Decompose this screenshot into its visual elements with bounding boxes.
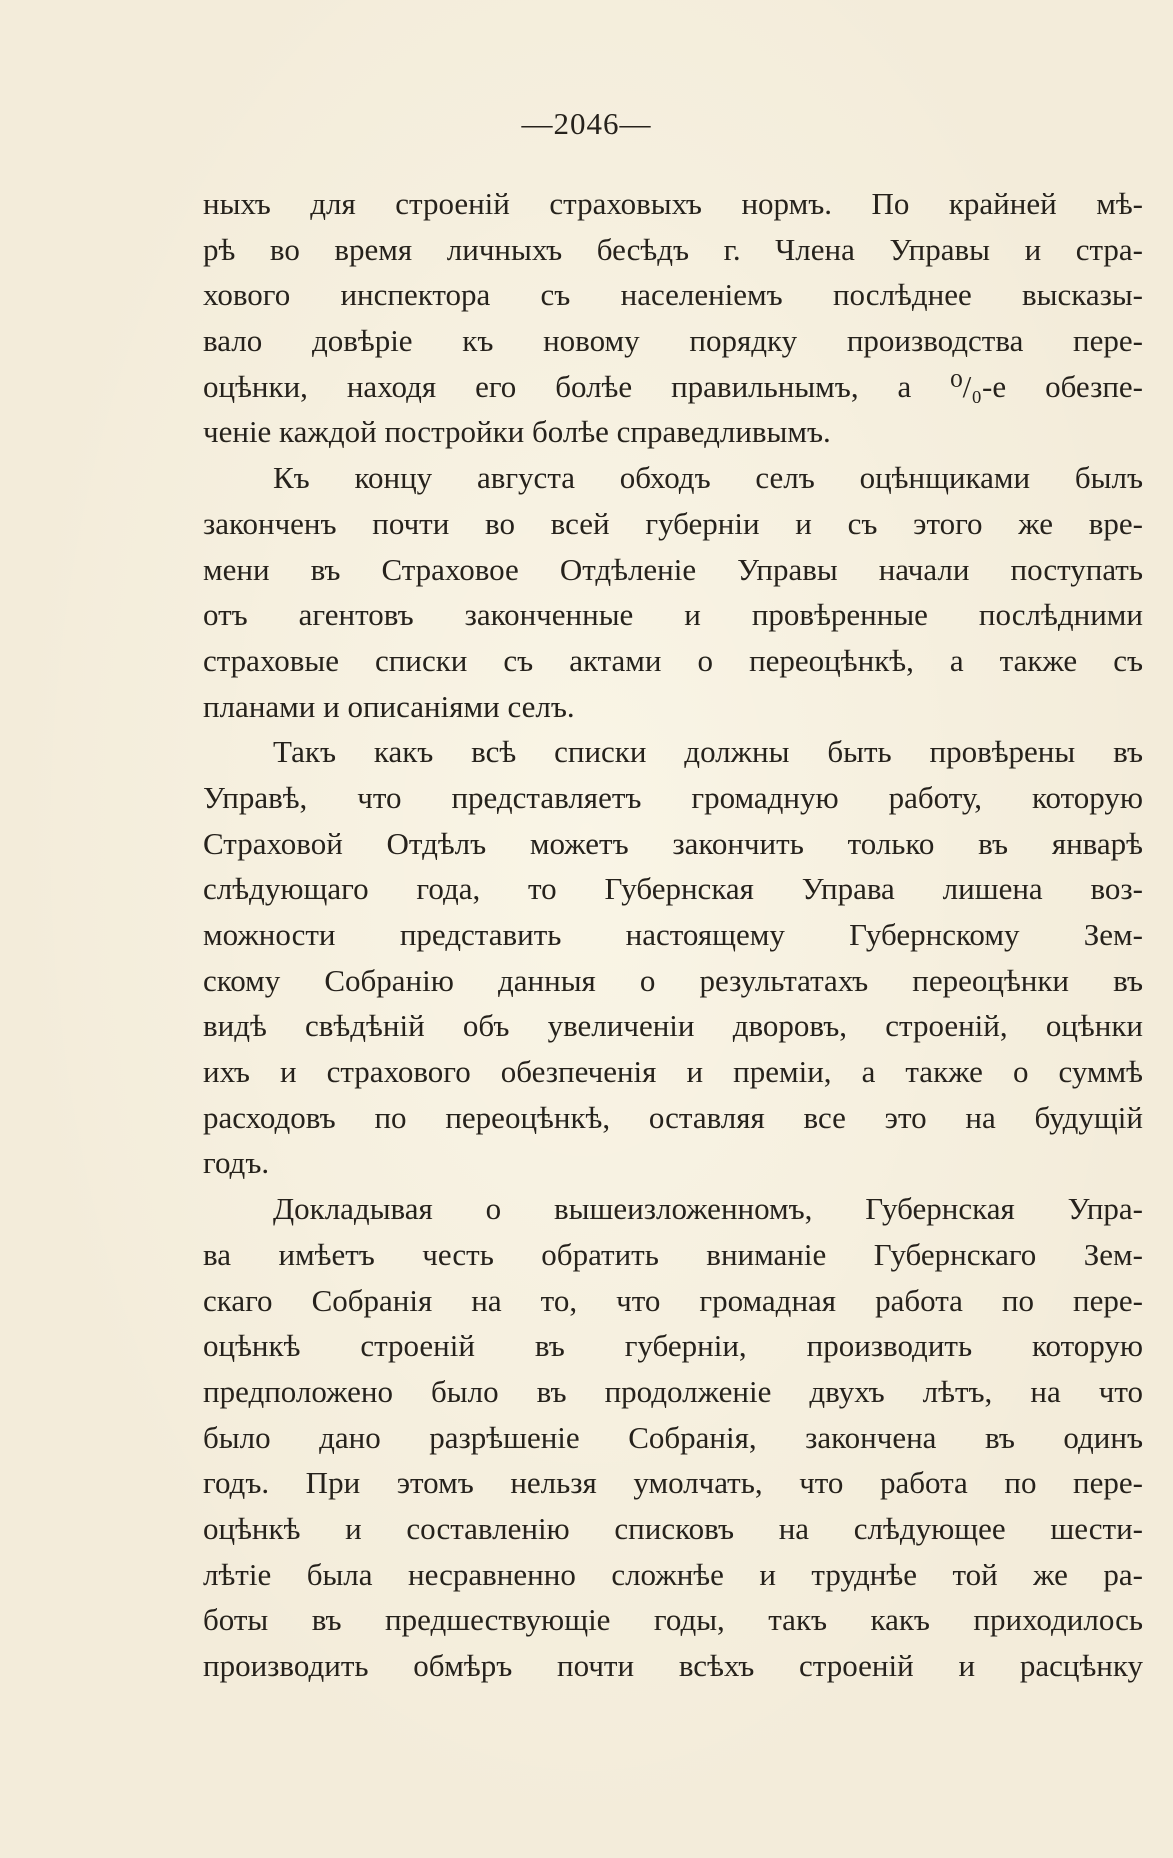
text-line: рѣ во время личныхъ бесѣдъ г. Члена Управы и стра- [203, 231, 1143, 267]
text-line: оцѣнки, находя его болѣе правильнымъ, а ⁰/₀-е обезпе- [203, 368, 1143, 404]
body-text [203, 181, 1143, 1689]
text-line: ихъ и страхового обезпеченія и преміи, а также о суммѣ [203, 1054, 1143, 1090]
text-line: ченіе каждой постройки болѣе справедливымъ. [203, 414, 831, 450]
text-line: производить обмѣръ почти всѣхъ строеній и расцѣнку [203, 1648, 1143, 1683]
text-line: лѣтіе была несравненно сложнѣе и труднѣе той же ра- [203, 1556, 1143, 1592]
text-line: годъ. [203, 1145, 270, 1181]
text-line: было дано разрѣшеніе Собранія, закончена въ одинъ [203, 1419, 1143, 1455]
text-line: отъ агентовъ законченные и провѣренные послѣдними [203, 597, 1143, 633]
text-line: Страховой Отдѣлъ можетъ закончить только въ январѣ [203, 825, 1143, 861]
text-line: скому Собранію данныя о результатахъ переоцѣнки въ [203, 962, 1143, 998]
text-line: Такъ какъ всѣ списки должны быть провѣрены въ [273, 734, 1143, 770]
text-line: вало довѣріе къ новому порядку производства пере- [203, 323, 1143, 359]
text-line: скаго Собранія на то, что громадная работа по пере- [203, 1282, 1143, 1318]
text-line: расходовъ по переоцѣнкѣ, оставляя все это на будущій [203, 1099, 1143, 1135]
text-line: слѣдующаго года, то Губернская Управа лишена воз- [203, 871, 1143, 907]
text-line: планами и описаніями селъ. [203, 688, 575, 724]
text-line: предположено было въ продолженіе двухъ лѣтъ, на что [203, 1373, 1143, 1409]
paragraph [203, 729, 1143, 1186]
text-line: видѣ свѣдѣній объ увеличеніи дворовъ, строеній, оцѣнки [203, 1008, 1143, 1044]
text-line: ва имѣетъ честь обратить вниманіе Губернскаго Зем- [203, 1236, 1143, 1272]
text-line: можности представить настоящему Губернскому Зем- [203, 917, 1143, 952]
text-line: годъ. При этомъ нельзя умолчать, что работа по пере- [203, 1465, 1143, 1501]
text-line: законченъ почти во всей губерніи и съ этого же вре- [203, 505, 1143, 541]
paragraph [203, 181, 1143, 455]
text-line: хового инспектора съ населеніемъ послѣднее высказы- [203, 277, 1143, 313]
text-line: мени въ Страховое Отдѣленіе Управы начали поступать [203, 551, 1143, 587]
text-line: ныхъ для строеній страховыхъ нормъ. По крайней мѣ- [203, 186, 1143, 221]
text-line: Къ концу августа обходъ селъ оцѣнщиками былъ [273, 460, 1143, 496]
text-line: страховые списки съ актами о переоцѣнкѣ, а также съ [203, 642, 1143, 678]
text-line: Управѣ, что представляетъ громадную работу, которую [203, 779, 1143, 815]
text-line: Докладывая о вышеизложенномъ, Губернская Упра- [273, 1191, 1143, 1227]
paragraph [203, 1186, 1143, 1689]
page-number: —2046— [521, 106, 652, 141]
text-line: оцѣнкѣ строеній въ губерніи, производить которую [203, 1328, 1143, 1364]
paragraph [203, 455, 1143, 729]
text-line: боты въ предшествующіе годы, такъ какъ приходилось [203, 1602, 1143, 1638]
text-line: оцѣнкѣ и составленію списковъ на слѣдующее шести- [203, 1510, 1143, 1546]
